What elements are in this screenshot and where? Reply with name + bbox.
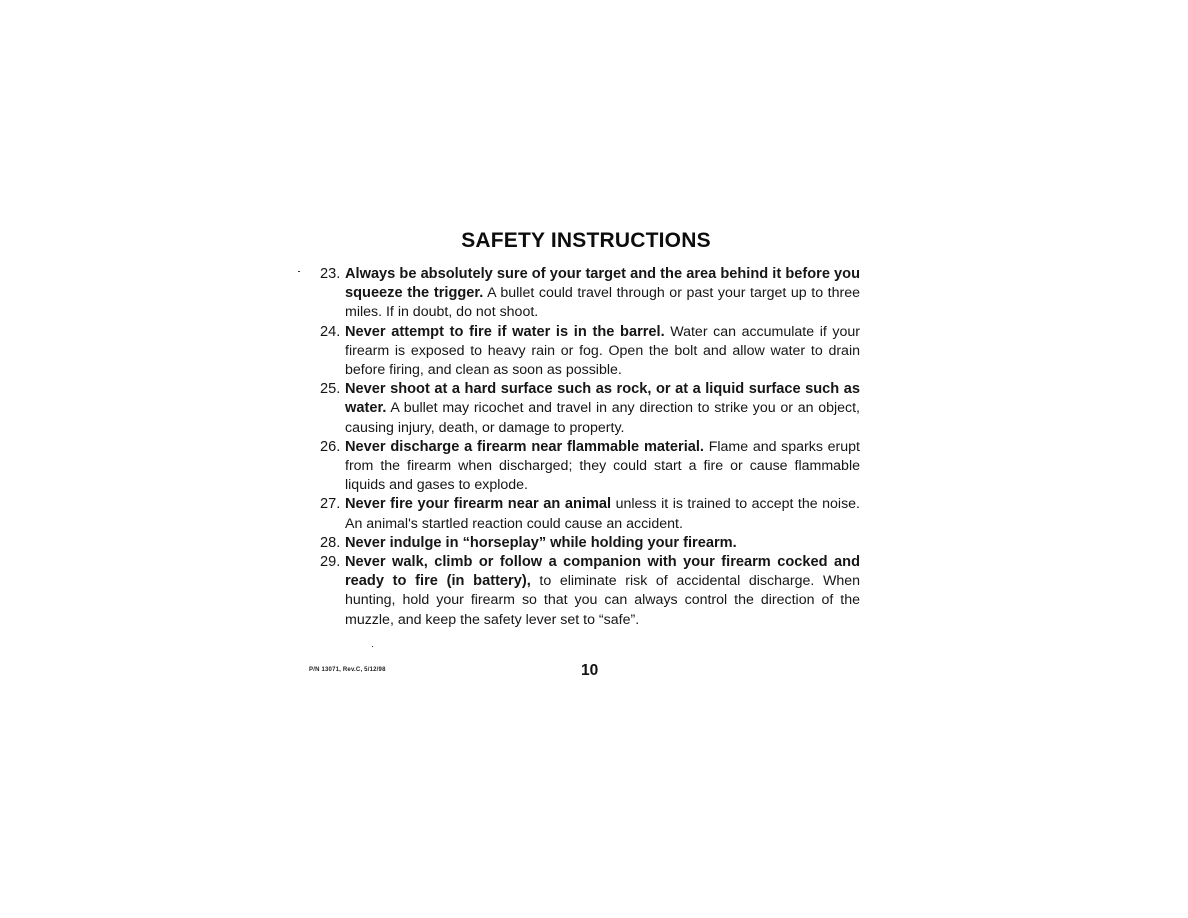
item-number: 27. <box>320 496 341 513</box>
list-item <box>320 534 860 553</box>
item-body: to eliminate risk of accidental discharge. When hunting, hold your firearm so that you can always control the direction of the muzzle, and keep the safety lever set to “safe”. <box>345 573 861 628</box>
item-body: A bullet may ricochet and travel in any direction to strike you or an object, causing injury, death, or damage to property. <box>345 400 860 436</box>
list-item <box>320 553 860 630</box>
page-title: SAFETY INSTRUCTIONS <box>461 229 711 252</box>
item-lead: Never indulge in “horseplay” while holding your firearm. <box>345 534 737 551</box>
item-lead: Never walk, climb or follow a companion with your firearm cocked and ready to fire (in battery), <box>345 554 860 590</box>
list-item <box>320 323 860 381</box>
list-item <box>320 438 860 496</box>
part-number-footer: P/N 13071, Rev.C, 5/12/98 <box>309 667 386 673</box>
item-number: 25. <box>320 381 341 398</box>
item-body: A bullet could travel through or past your target up to three miles. If in doubt, do not shoot. <box>345 285 860 321</box>
item-lead: Always be absolutely sure of your target and the area behind it before you squeeze the trigger. <box>345 266 860 302</box>
item-number: 28. <box>320 534 341 551</box>
item-lead: Never fire your firearm near an animal <box>345 496 612 513</box>
scan-speck <box>298 271 300 272</box>
list-item <box>320 495 860 533</box>
item-body: unless it is trained to accept the noise. An animal's startled reaction could cause an accident. <box>345 496 860 532</box>
item-number: 23. <box>320 266 341 282</box>
item-number: 26. <box>320 438 341 455</box>
list-item <box>320 380 860 438</box>
item-lead: Never discharge a firearm near flammable material. <box>345 438 704 455</box>
item-lead: Never attempt to fire if water is in the barrel. <box>345 323 665 340</box>
safety-instructions-list <box>320 265 860 630</box>
item-body: Flame and sparks erupt from the firearm when discharged; they could start a fire or cause flammable liquids and gases to explode. <box>345 438 860 494</box>
scan-speck <box>372 646 373 647</box>
item-number: 29. <box>320 554 341 571</box>
page-number: 10 <box>581 662 599 679</box>
item-lead: Never shoot at a hard surface such as rock, or at a liquid surface such as water. <box>345 381 860 417</box>
item-number: 24. <box>320 323 341 340</box>
item-body: Water can accumulate if your firearm is exposed to heavy rain or fog. Open the bolt and allow water to drain before firing, and clean as soon as possible. <box>345 323 860 379</box>
list-item <box>320 265 860 323</box>
